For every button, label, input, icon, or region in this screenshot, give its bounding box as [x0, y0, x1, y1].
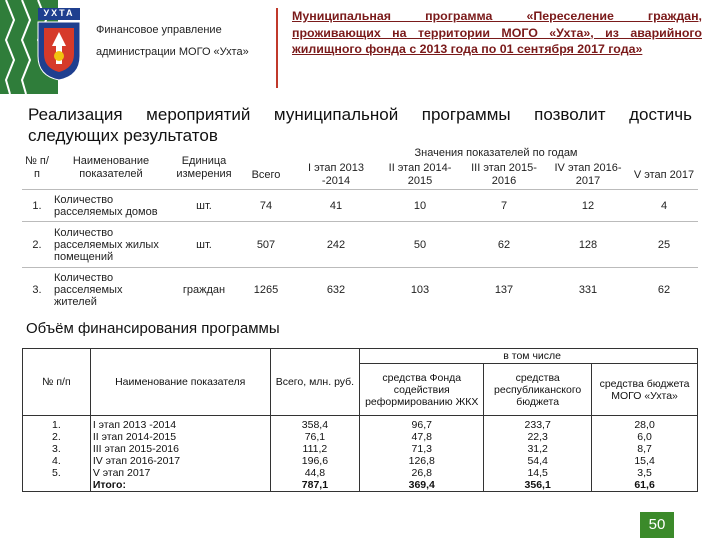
header-republic: средства республиканского бюджета	[484, 364, 592, 416]
row-mogo: 28,0	[592, 416, 698, 432]
row-value: 62	[462, 222, 546, 268]
row-total: 44,8	[270, 467, 360, 479]
row-mogo: 8,7	[592, 443, 698, 455]
row-value: 12	[546, 190, 630, 222]
row-name: IV этап 2016-2017	[90, 455, 270, 467]
row-unit: шт.	[170, 222, 238, 268]
row-mogo: 15,4	[592, 455, 698, 467]
header-stage: I этап 2013 -2014	[308, 162, 364, 187]
row-value: 331	[546, 268, 630, 312]
row-fund: 26,8	[360, 467, 484, 479]
row-republic: 31,2	[484, 443, 592, 455]
header-total: Всего, млн. руб.	[270, 349, 360, 416]
page-number-badge: 50	[640, 512, 674, 538]
row-republic: 233,7	[484, 416, 592, 432]
total-republic: 356,1	[484, 479, 592, 492]
row-num: 3.	[23, 443, 91, 455]
table-row	[22, 268, 698, 312]
header-stage: III этап 2015-2016	[471, 162, 537, 187]
row-unit: граждан	[170, 268, 238, 312]
header-mogo: средства бюджета МОГО «Ухта»	[592, 364, 698, 416]
table-row	[23, 416, 698, 432]
row-total: 507	[238, 222, 294, 268]
results-heading: Реализация мероприятий муниципальной программы позволит достичь следующих результатов	[28, 105, 692, 145]
total-label: Итого:	[90, 479, 270, 492]
financing-heading: Объём финансирования программы	[26, 320, 280, 337]
total-sum: 787,1	[270, 479, 360, 492]
header-num: № п/п	[25, 154, 49, 180]
row-num: 1.	[23, 416, 91, 432]
row-value: 41	[294, 190, 378, 222]
row-value: 128	[546, 222, 630, 268]
row-total: 196,6	[270, 455, 360, 467]
header-stage: II этап 2014-2015	[388, 162, 452, 187]
indicators-table	[22, 146, 698, 312]
row-republic: 22,3	[484, 431, 592, 443]
row-total: 111,2	[270, 443, 360, 455]
header-group: Значения показателей по годам	[414, 147, 578, 159]
row-fund: 96,7	[360, 416, 484, 432]
logo-text: УХТА	[43, 8, 75, 18]
row-name: I этап 2013 -2014	[90, 416, 270, 432]
table-row	[23, 467, 698, 479]
header-name: Наименование показателей	[72, 154, 150, 180]
table-row	[23, 455, 698, 467]
slide-header	[0, 0, 720, 94]
row-mogo: 3,5	[592, 467, 698, 479]
table-row	[23, 443, 698, 455]
row-name: II этап 2014-2015	[90, 431, 270, 443]
table-row	[22, 190, 698, 222]
header-unit: Единица измерения	[176, 154, 232, 180]
row-name: III этап 2015-2016	[90, 443, 270, 455]
row-value: 242	[294, 222, 378, 268]
row-total: 76,1	[270, 431, 360, 443]
row-total: 358,4	[270, 416, 360, 432]
row-num: 4.	[23, 455, 91, 467]
row-value: 7	[462, 190, 546, 222]
program-title: Муниципальная программа «Переселение граждан, проживающих на территории МОГО «Ухта», из аварийного жилищного фонда с 2013 года по 01 сентября 2017 года»	[292, 9, 702, 56]
row-num: 5.	[23, 467, 91, 479]
header-num: № п/п	[23, 349, 91, 416]
table-row	[23, 431, 698, 443]
row-num: 2.	[22, 222, 52, 268]
financing-table	[22, 348, 698, 492]
row-total: 1265	[238, 268, 294, 312]
row-name: Количество расселяемых жителей	[52, 268, 170, 312]
row-value: 4	[630, 190, 698, 222]
row-value: 632	[294, 268, 378, 312]
row-fund: 47,8	[360, 431, 484, 443]
row-republic: 14,5	[484, 467, 592, 479]
row-republic: 54,4	[484, 455, 592, 467]
table-row	[22, 222, 698, 268]
row-fund: 126,8	[360, 455, 484, 467]
row-name: Количество расселяемых жилых помещений	[52, 222, 170, 268]
header-name: Наименование показателя	[90, 349, 270, 416]
header-stage: IV этап 2016-2017	[554, 162, 622, 187]
row-value: 50	[378, 222, 462, 268]
row-value: 137	[462, 268, 546, 312]
header-fund: средства Фонда содействия реформированию ЖКХ	[360, 364, 484, 416]
header-including: в том числе	[360, 349, 698, 364]
row-name: Количество расселяемых домов	[52, 190, 170, 222]
total-fund: 369,4	[360, 479, 484, 492]
header-divider	[276, 8, 278, 88]
row-num: 1.	[22, 190, 52, 222]
row-total: 74	[238, 190, 294, 222]
total-row	[23, 479, 698, 492]
row-fund: 71,3	[360, 443, 484, 455]
row-num: 2.	[23, 431, 91, 443]
row-value: 62	[630, 268, 698, 312]
row-unit: шт.	[170, 190, 238, 222]
row-num: 3.	[22, 268, 52, 312]
header-total: Всего	[251, 168, 281, 181]
row-value: 25	[630, 222, 698, 268]
org-name-line1: Финансовое управление	[96, 24, 222, 36]
row-name: V этап 2017	[90, 467, 270, 479]
row-value: 103	[378, 268, 462, 312]
org-name-line2: администрации МОГО «Ухта»	[96, 46, 249, 58]
row-mogo: 6,0	[592, 431, 698, 443]
total-mogo: 61,6	[592, 479, 698, 492]
header-stage: V этап 2017	[633, 168, 695, 181]
row-value: 10	[378, 190, 462, 222]
coat-of-arms-logo	[36, 6, 82, 82]
